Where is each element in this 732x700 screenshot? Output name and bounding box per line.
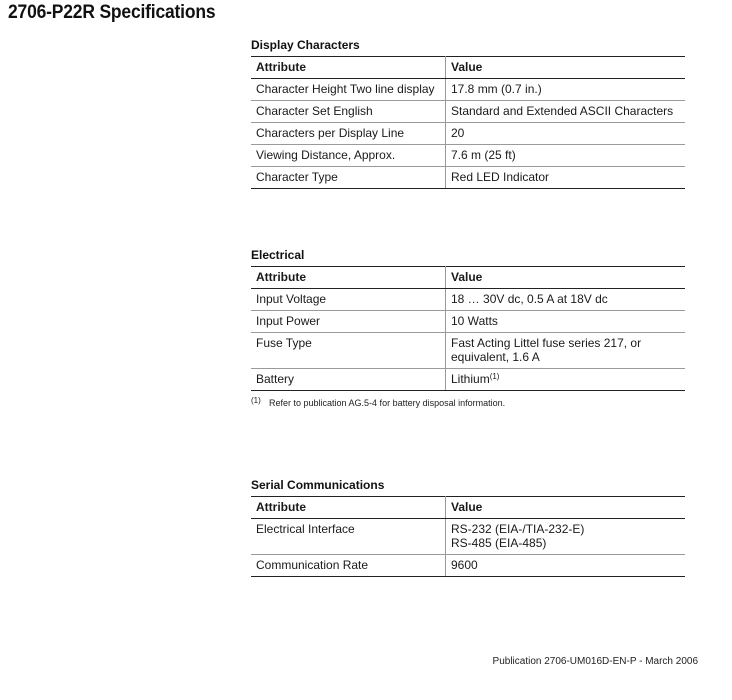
value-cell: 17.8 mm (0.7 in.) [446, 79, 686, 101]
value-cell: 9600 [446, 555, 686, 577]
table-row [251, 289, 685, 311]
table-row [251, 333, 685, 369]
table-row [251, 167, 685, 189]
section-heading: Electrical [251, 248, 305, 262]
value-cell: 20 [446, 123, 686, 145]
column-header-value: Value [446, 497, 686, 519]
value-cell: Fast Acting Littel fuse series 217, or equivalent, 1.6 A [446, 333, 686, 369]
attribute-cell: Characters per Display Line [251, 123, 446, 145]
value-cell: 18 … 30V dc, 0.5 A at 18V dc [446, 289, 686, 311]
attribute-cell: Input Voltage [251, 289, 446, 311]
table-header-row [251, 267, 685, 289]
table-row [251, 101, 685, 123]
page-title: 2706-P22R Specifications [8, 2, 216, 23]
value-cell: Red LED Indicator [446, 167, 686, 189]
serial-communications-table [251, 496, 685, 577]
column-header-value: Value [446, 267, 686, 289]
table-row [251, 123, 685, 145]
electrical-section [251, 248, 685, 408]
attribute-cell: Viewing Distance, Approx. [251, 145, 446, 167]
column-header-attribute: Attribute [251, 57, 446, 79]
display-characters-table [251, 56, 685, 189]
value-cell: RS-232 (EIA-/TIA-232-E) RS-485 (EIA-485) [446, 519, 686, 555]
section-heading: Serial Communications [251, 478, 385, 492]
table-row [251, 519, 685, 555]
battery-value: Lithium [451, 372, 490, 386]
footnote-reference: (1) [489, 372, 500, 381]
value-cell: 10 Watts [446, 311, 686, 333]
attribute-cell: Communication Rate [251, 555, 446, 577]
publication-footer: Publication 2706-UM016D-EN-P - March 2006 [492, 656, 698, 667]
column-header-attribute: Attribute [251, 497, 446, 519]
table-row [251, 369, 685, 391]
table-header-row [251, 497, 685, 519]
attribute-cell: Character Type [251, 167, 446, 189]
electrical-table [251, 266, 685, 391]
footnote-mark: (1) [251, 396, 261, 405]
serial-communications-section [251, 478, 685, 577]
table-header-row [251, 57, 685, 79]
table-row [251, 555, 685, 577]
value-cell: Standard and Extended ASCII Characters [446, 101, 686, 123]
table-row [251, 145, 685, 167]
attribute-cell: Input Power [251, 311, 446, 333]
attribute-cell: Character Height Two line display [251, 79, 446, 101]
attribute-cell: Electrical Interface [251, 519, 446, 555]
attribute-cell: Fuse Type [251, 333, 446, 369]
section-heading: Display Characters [251, 38, 360, 52]
attribute-cell: Battery [251, 369, 446, 391]
attribute-cell: Character Set English [251, 101, 446, 123]
footnote-text: Refer to publication AG.5-4 for battery disposal information. [269, 398, 506, 408]
column-header-attribute: Attribute [251, 267, 446, 289]
table-row [251, 79, 685, 101]
footnote [251, 398, 685, 408]
value-cell: 7.6 m (25 ft) [446, 145, 686, 167]
column-header-value: Value [446, 57, 686, 79]
table-row [251, 311, 685, 333]
value-cell [446, 369, 686, 391]
display-characters-section [251, 38, 685, 189]
